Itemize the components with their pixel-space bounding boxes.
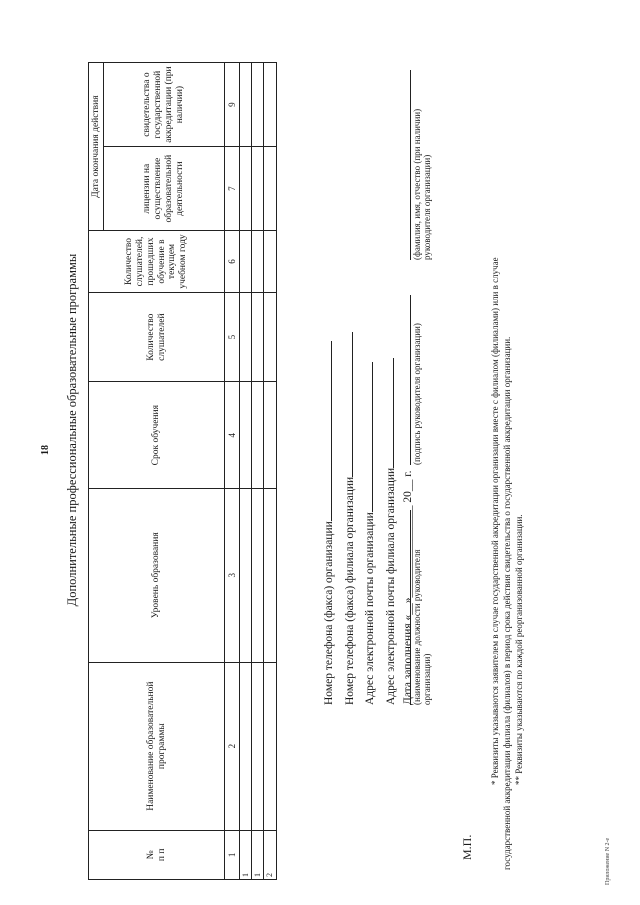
col-number: 1 [225, 830, 240, 879]
footnote-1-cont: государственной аккредитации филиала (филиалов) в период срока действия свидетельства о государственной аккредитации организации. [502, 336, 512, 870]
fill-date: Дата заполнения «__»________________ 20__ г. [402, 470, 414, 705]
appendix-stamp: Приложение N 2-е [605, 837, 611, 885]
contact-email-branch: Адрес электронной почты филиала организации [380, 332, 401, 705]
page-title: Дополнительные профессиональные образовательные программы [65, 253, 79, 607]
col-number: 9 [225, 63, 240, 147]
row-number: 1 [252, 830, 264, 879]
row-number: 1 [240, 830, 252, 879]
col-number: 3 [225, 488, 240, 662]
signature-position: (наименование должности руководителя организации) [410, 510, 432, 705]
contact-lines [318, 332, 418, 705]
col-header-no: № п п [89, 830, 225, 879]
col-header-students: Количество слушателей [89, 292, 225, 382]
table-row [264, 63, 276, 880]
contact-phone-org: Номер телефона (факса) организации [318, 332, 339, 705]
col-header-license: лицензии на осуществление образовательной деятельности [104, 147, 225, 231]
footnote-1: * Реквизиты указываются заявителем в случае государственной аккредитации организации вместе с филиалом (филиалами) или в случае [490, 257, 500, 785]
seal-placeholder: М.П. [460, 834, 474, 860]
col-number: 6 [225, 231, 240, 293]
programs-table [88, 62, 277, 880]
signature-sign: (подпись руководителя организации) [410, 295, 422, 465]
contact-phone-branch: Номер телефона (факса) филиала организации [339, 332, 360, 705]
row-number: 2 [264, 830, 276, 879]
col-header-accreditation: свидетельства о государственной аккредитации (при наличии) [104, 63, 225, 147]
contact-email-org: Адрес электронной почты организации [359, 332, 380, 705]
signature-name: (фамилия, имя, отчество (при наличии) руководителя организации) [410, 70, 432, 260]
col-header-duration: Срок обучения [89, 382, 225, 488]
col-number: 4 [225, 382, 240, 488]
col-group-expiry: Дата окончания действия [89, 63, 104, 231]
table-row [240, 63, 252, 880]
col-header-program: Наименование образовательной программы [89, 662, 225, 830]
col-number: 7 [225, 147, 240, 231]
footnote-2: ** Реквизиты указываются по каждой реорганизованной организации. [514, 514, 524, 785]
col-header-trained: Количество слушателей, прошедших обучение в текущем учебном году [89, 231, 225, 293]
col-number: 5 [225, 292, 240, 382]
page-number: 18 [40, 445, 51, 455]
col-header-level: Уровень образования [89, 488, 225, 662]
table-row [252, 63, 264, 880]
col-number: 2 [225, 662, 240, 830]
